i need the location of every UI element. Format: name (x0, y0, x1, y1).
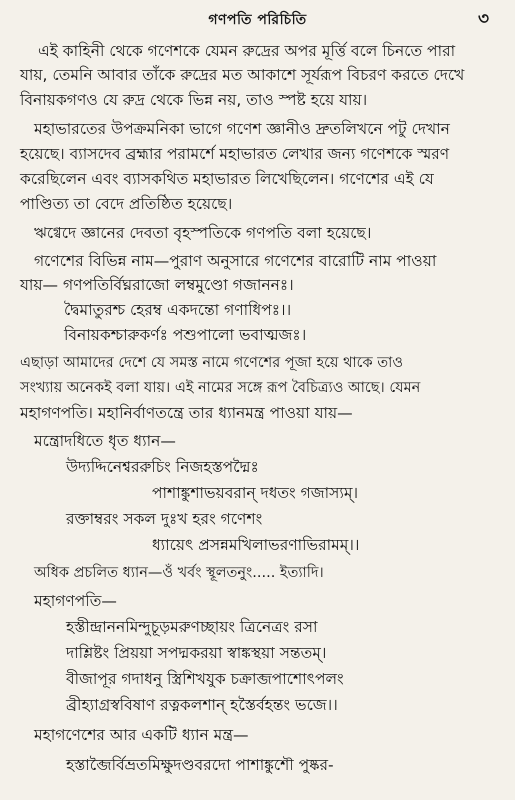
text-line: ঋগ্বেদে জ্ঞানের দেবতা বৃহস্পতিকে গণপতি বলা হয়েছে। (34, 224, 372, 242)
text-line: সংখ্যায় অনেকই বলা যায়। এই নামের সঙ্গে রূপ বৈচিত্র্যও আছে। যেমন (20, 380, 421, 396)
verse-line: বীজাপূর গদাধনু স্ত্রিশিখযুক চক্রাব্জপাশোৎপলং (66, 670, 344, 688)
verse-line: উদ্যদ্দিনেশ্বররুচিং নিজহস্তপদ্মৈঃ (66, 458, 259, 476)
verse-line: পাশাঙ্কুশাভয়বরান্‌ দধতং গজাস্যম্‌। (152, 484, 359, 502)
text-line: হয়েছে। ব্যাসদেব ব্রহ্মার পরামর্শে মহাভারত লেখার জন্য গণেশকে স্মরণ (20, 145, 450, 163)
text-line: এই কাহিনী থেকে গণেশকে যেমন রুদ্রের অপর মূর্ত্তি বলে চিনতে পারা (38, 42, 456, 60)
text-line: করেছিলেন এবং ব্যাসকথিত মহাভারত লিখেছিলেন। গণেশের এই যে (20, 170, 434, 188)
text-line: গণেশের বিভিন্ন নাম—পুরাণ অনুসারে গণেশের বারোটি নাম পাওয়া (34, 252, 437, 270)
running-header-title: গণপতি পরিচিতি (208, 12, 307, 28)
verse-line: হস্তাব্জৈর্বিভ্রতমিক্ষুদণ্ডবরদো পাশাঙ্কুশৌ পুষ্কর- (66, 756, 334, 774)
text-line: যায়, তেমনি আবার তাঁকে রুদ্রের মত আকাশে সূর্যরূপ বিচরণ করতে দেখে (20, 66, 465, 84)
text-line: বিনায়কগণও যে রুদ্র থেকে ভিন্ন নয়, তাও স্পষ্ট হয়ে যায়। (20, 91, 368, 109)
verse-line: ধ্যায়েৎ প্রসন্নমখিলাভরণাভিরামম্‌।। (152, 536, 360, 554)
text-line: যায়— গণপতির্বিঘ্নরাজো লম্বমুণ্ডো গজাননঃ। (20, 276, 294, 294)
verse-line: ব্রীহ্যাগ্রস্ববিষাণ রত্নকলশান্‌ হস্তৈর্বহন্তং ভজে।। (66, 696, 338, 714)
text-line: মহাগণপতি। মহানির্বাণতন্ত্রে তার ধ্যানমন্ত্র পাওয়া যায়— (20, 404, 353, 422)
verse-line: দাশ্লিষ্টং প্রিয়য়া সপদ্মকরয়া স্বাঙ্কস্থয়া সন্ততম্‌। (66, 644, 327, 662)
text-line: মন্ত্রোদধিতে ধৃত ধ্যান— (34, 432, 176, 450)
text-line: পাণ্ডিত্য তা বেদে প্রতিষ্ঠিত হয়েছে। (20, 195, 233, 213)
verse-line: হস্তীন্দ্রাননমিন্দুচূড়মরুণচ্ছায়ং ত্রিনেত্রং রসা (66, 618, 318, 636)
verse-line: রক্তাম্বরং সকল দুঃখ হরং গণেশং (66, 510, 263, 528)
verse-line: দ্বৈমাতুরশ্চ হেরম্ব একদন্তো গণাধিপঃ।। (64, 301, 292, 319)
verse-line: বিনায়কশ্চারুকর্ণঃ পশুপালো ভবাত্মজঃ। (64, 326, 307, 344)
text-line: অধিক প্রচলিত ধ্যান—ওঁ খর্বং স্থূলতনুং..... ইত্যাদি। (34, 565, 324, 581)
text-line: মহাগণেশের আর একটি ধ্যান মন্ত্র— (34, 726, 249, 744)
text-line: এছাড়া আমাদের দেশে যে সমস্ত নামে গণেশের পূজা হয়ে থাকে তাও (20, 355, 404, 371)
page-number: ৩ (477, 9, 489, 29)
text-line: মহাভারতের উপক্রমনিকা ভাগে গণেশ জ্ঞানীও দ্রুতলিখনে পটু দেখান (34, 120, 450, 138)
text-line: মহাগণপতি— (34, 592, 117, 610)
